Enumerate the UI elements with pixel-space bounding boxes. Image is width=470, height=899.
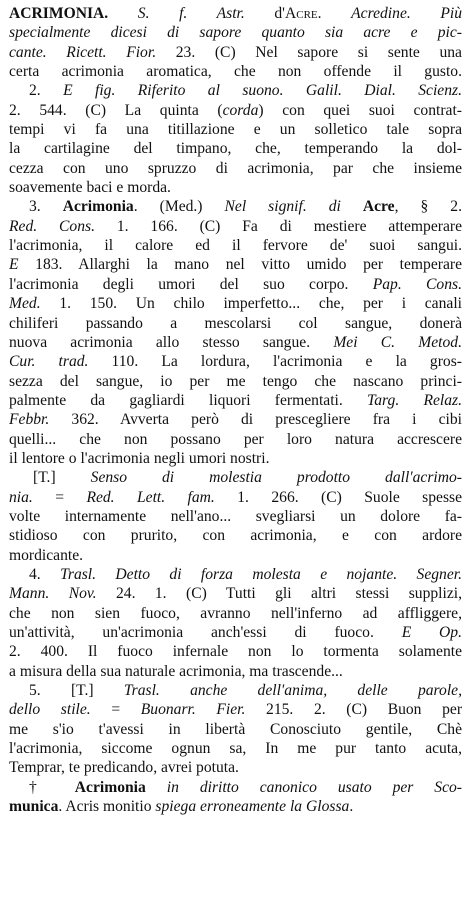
- text-segment: , § 2.: [394, 198, 462, 216]
- text-line: [9, 197, 462, 216]
- text-segment: 2. 544. (C) La quinta (: [9, 101, 223, 119]
- text-line: [9, 430, 462, 449]
- text-segment: volte internamente nell'ano... svegliarsi un dolore fa-: [9, 507, 462, 525]
- text-line: [9, 507, 462, 526]
- text-line: [9, 623, 462, 642]
- text-segment: l'acrimonia, il calore ed il fervore de' suoi sangui.: [9, 237, 462, 255]
- text-line: [9, 449, 462, 468]
- text-line: [9, 333, 462, 352]
- text-line: [9, 526, 462, 545]
- text-line: [9, 81, 462, 100]
- text-segment: l'acrimonia degli umori del suo corpo.: [9, 275, 373, 293]
- text-segment: Mei C. Metod.: [333, 333, 462, 351]
- text-segment: la cartilagine del timpano, che, temperando la dol-: [9, 140, 462, 158]
- text-segment: Mann. Nov.: [9, 585, 97, 603]
- text-segment: Pap. Cons.: [372, 275, 462, 293]
- text-segment: Med.: [9, 295, 41, 313]
- text-line: [9, 468, 462, 487]
- text-segment: 362. Avverta però di prescegliere fra i cibi: [49, 411, 462, 429]
- text-segment: .: [317, 5, 352, 22]
- text-line: [9, 62, 462, 81]
- text-line: [9, 546, 462, 565]
- text-segment: il lentore o l'acrimonia negli umori nostri.: [9, 449, 270, 467]
- text-segment: Acre: [285, 5, 318, 22]
- text-segment: 1. 150. Un chilo imperfetto... che, per i canali: [40, 295, 462, 313]
- text-line: [9, 43, 462, 62]
- text-line: [9, 662, 462, 681]
- text-segment: cante. Ricett. Fior.: [9, 43, 157, 61]
- text-segment: ) con quei suoi contrat-: [258, 101, 462, 119]
- text-segment: Acre: [362, 198, 395, 216]
- text-segment: Senso di molestia prodotto dall'acrimo-: [90, 469, 462, 487]
- text-line: [9, 642, 462, 661]
- text-segment: un'attività, un'acrimonia anch'essi di fuoco.: [9, 624, 402, 641]
- text-line: [9, 797, 462, 816]
- text-segment: stidioso con prurito, con acrimonia, e con ardore: [9, 527, 462, 545]
- text-segment: Acredine. Più: [351, 5, 462, 22]
- text-segment: spiega erroneamente la Glossa: [155, 798, 350, 816]
- text-segment: nia.: [9, 488, 33, 506]
- text-segment: [T.]: [33, 469, 91, 487]
- text-segment: Nel signif. di: [224, 198, 341, 216]
- text-line: [9, 584, 462, 603]
- text-segment: a misura della sua naturale acrimonia, ma trascende...: [9, 662, 343, 680]
- text-segment: certa acrimonia aromatica, che non offende il gusto.: [9, 63, 462, 81]
- text-line: [9, 275, 462, 294]
- text-segment: specialmente dicesi di sapore quanto sia acre e pic-: [9, 24, 462, 42]
- text-segment: †: [29, 778, 75, 796]
- text-segment: E Op.: [401, 624, 462, 641]
- text-segment: . (Med.): [133, 198, 225, 216]
- text-segment: Trasl. Detto di forza molesta e nojante. Segner.: [60, 565, 462, 583]
- text-segment: 3.: [29, 198, 63, 216]
- text-segment: =: [32, 488, 87, 506]
- text-segment: 2. 400. Il fuoco infernale non lo tormenta solamente: [9, 643, 462, 661]
- text-segment: Cur. trad.: [9, 353, 89, 371]
- text-segment: 23. (C) Nel sapore si sente una: [156, 43, 462, 61]
- text-segment: 2.: [29, 82, 64, 100]
- text-segment: d': [244, 5, 285, 22]
- text-line: [9, 681, 462, 700]
- text-segment: E fig. Riferito al suono. Galil. Dial. Scienz.: [63, 82, 462, 100]
- text-segment: l'acrimonia, siccome ognun sa, In me pur tanto acuta,: [9, 740, 462, 758]
- text-line: [9, 139, 462, 158]
- text-segment: corda: [222, 101, 259, 119]
- text-segment: Temprar, te predicando, avrei potuta.: [9, 759, 239, 777]
- text-segment: Buonarr. Fier.: [140, 701, 246, 719]
- text-segment: . Acris monitio: [58, 798, 156, 816]
- text-line: [9, 700, 462, 719]
- text-line: [9, 758, 462, 777]
- text-segment: [146, 779, 167, 796]
- text-segment: cezza con uno spruzzo di acrimonia, par che insieme: [9, 159, 462, 177]
- text-line: [9, 294, 462, 313]
- text-segment: che non sien fuoco, avranno nell'inferno ad affliggere,: [9, 604, 462, 622]
- text-segment: soavemente baci e morda.: [9, 179, 171, 197]
- text-line: [9, 217, 462, 236]
- text-line: [9, 255, 462, 274]
- text-segment: [108, 5, 138, 22]
- text-segment: Red. Lett. fam.: [86, 488, 215, 506]
- text-line: [9, 372, 462, 391]
- text-segment: Acrimonia: [62, 198, 134, 216]
- text-line: [9, 739, 462, 758]
- text-line: [9, 120, 462, 139]
- text-segment: chiliferi passando a mescolarsi col sangue, donerà: [9, 314, 462, 332]
- text-segment: palmente da gagliardi liquori fermentati.: [9, 391, 367, 409]
- text-line: [9, 23, 462, 42]
- text-line: [9, 352, 462, 371]
- text-line: [9, 178, 462, 197]
- text-line: [9, 101, 462, 120]
- text-segment: 1. 266. (C) Suole spesse: [214, 488, 462, 506]
- text-segment: dello stile.: [9, 701, 91, 719]
- text-segment: in diritto canonico usato per Sco-: [166, 778, 462, 796]
- text-segment: 4.: [29, 565, 61, 583]
- text-segment: 24. 1. (C) Tutti gli altri stessi supplizi,: [96, 585, 462, 603]
- text-segment: S. f. Astr.: [137, 5, 245, 22]
- text-segment: =: [90, 701, 141, 719]
- text-segment: Targ. Relaz.: [367, 391, 462, 409]
- text-segment: tempi vi fa una titillazione e un solletico tale sopra: [9, 121, 462, 139]
- text-segment: E: [9, 256, 19, 274]
- text-segment: nuova acrimonia allo stesso sangue.: [9, 333, 334, 351]
- text-segment: [341, 198, 363, 215]
- text-segment: Acrimonia: [74, 778, 146, 796]
- text-segment: mordicante.: [9, 546, 84, 564]
- text-line: [9, 159, 462, 178]
- text-line: [9, 604, 462, 623]
- text-line: [9, 391, 462, 410]
- text-segment: .: [349, 798, 354, 816]
- text-line: [9, 410, 462, 429]
- text-segment: Febbr.: [9, 411, 50, 429]
- text-segment: 215. 2. (C) Buon per: [245, 701, 462, 719]
- text-line: [9, 236, 462, 255]
- text-line: [9, 720, 462, 739]
- text-line: [9, 488, 462, 507]
- text-segment: sezza del sangue, io per me tengo che nascano princi-: [9, 372, 462, 390]
- text-line: [9, 778, 462, 797]
- text-segment: munica: [9, 798, 59, 816]
- text-segment: 110. La lordura, l'acrimonia e la gros-: [88, 353, 462, 371]
- text-segment: 1. 166. (C) Fa di mestiere attemperare: [94, 217, 462, 235]
- text-line: [9, 4, 462, 23]
- text-segment: 183. Allarghi la mano nel vitto umido per temperare: [18, 256, 462, 274]
- text-line: [9, 565, 462, 584]
- text-line: [9, 314, 462, 333]
- text-segment: 5. [T.]: [29, 682, 124, 700]
- text-segment: ACRIMONIA.: [9, 5, 109, 22]
- text-segment: Trasl. anche dell'anima, delle parole,: [123, 682, 462, 700]
- text-segment: me s'io t'avessi in libertà Conosciuto gentile, Chè: [9, 720, 462, 738]
- text-segment: quelli... che non possano per loro natura accrescere: [9, 430, 462, 448]
- text-segment: Red. Cons.: [9, 217, 95, 235]
